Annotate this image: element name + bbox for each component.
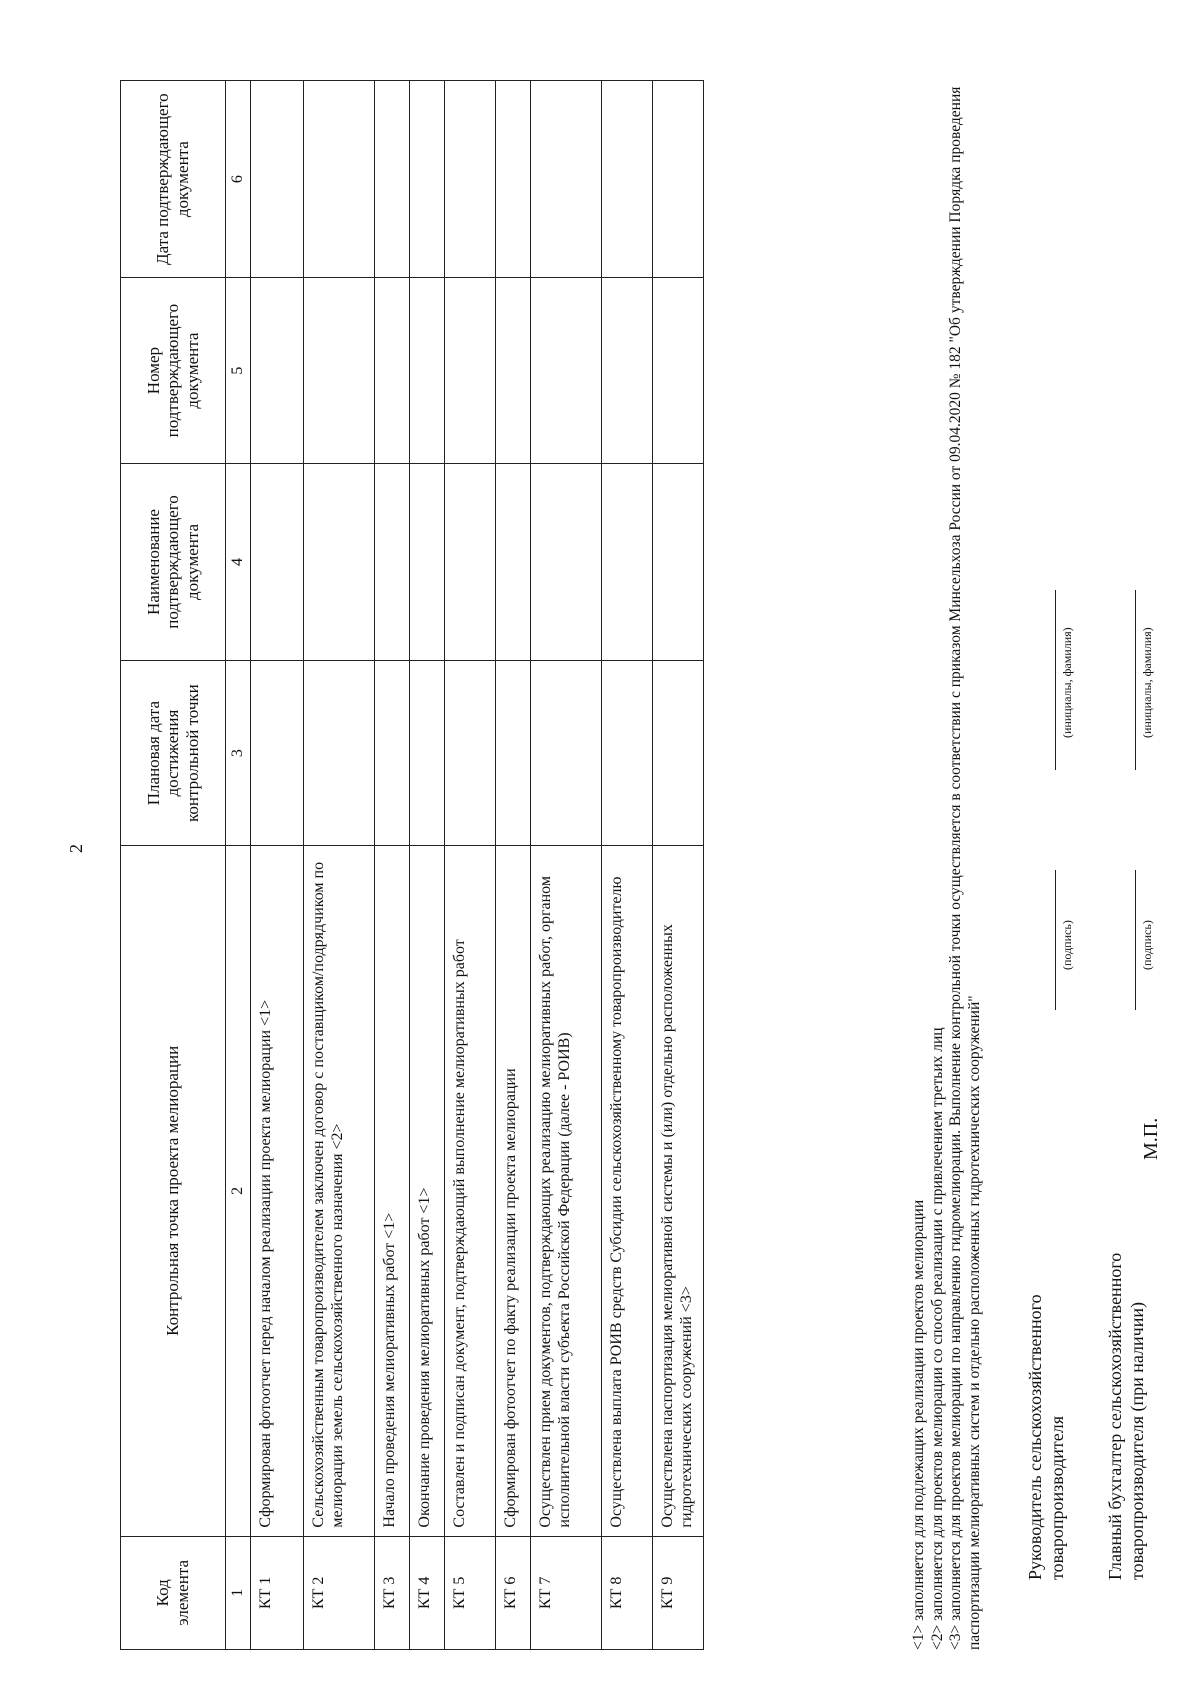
table-row <box>445 81 496 1650</box>
row-control-point: Сформирован фотоотчет перед началом реализации проекта мелиорации <1> <box>251 846 304 1536</box>
header-doc-date: Дата подтверждающего документа <box>121 81 226 278</box>
column-number: 3 <box>226 661 251 846</box>
doc-date-cell[interactable] <box>496 81 531 278</box>
footnote: <2> заполняется для проектов мелиорации со способ реализации с привлечением третьих лиц <box>928 1027 946 1650</box>
row-control-point: Осуществлена паспортизация мелиоративной системы и (или) отдельно расположенных гидротехнических сооружений <3> <box>653 846 704 1536</box>
doc-date-cell[interactable] <box>251 81 304 278</box>
doc-number-cell[interactable] <box>251 278 304 464</box>
doc-number-cell[interactable] <box>375 278 410 464</box>
stamp-mark: М.П. <box>1140 1117 1162 1160</box>
accountant-signature-caption: (подпись) <box>1140 920 1154 970</box>
planned-date-cell[interactable] <box>445 661 496 846</box>
head-signature-caption: (подпись) <box>1060 920 1074 970</box>
planned-date-cell[interactable] <box>375 661 410 846</box>
table-row <box>531 81 602 1650</box>
control-points-table <box>120 80 704 1650</box>
head-signature-line[interactable] <box>1055 870 1056 1010</box>
table-row <box>304 81 375 1650</box>
page-number: 2 <box>66 844 86 853</box>
doc-number-cell[interactable] <box>410 278 445 464</box>
header-doc-name: Наименование подтверждающего документа <box>121 463 226 660</box>
doc-name-cell[interactable] <box>251 463 304 660</box>
row-code: КТ 1 <box>251 1536 304 1649</box>
doc-name-cell[interactable] <box>410 463 445 660</box>
table-row <box>410 81 445 1650</box>
row-control-point: Окончание проведения мелиоративных работ <1> <box>410 846 445 1536</box>
column-numbers-row <box>226 81 251 1650</box>
table-row <box>375 81 410 1650</box>
doc-date-cell[interactable] <box>602 81 653 278</box>
row-control-point: Осуществлена выплата РОИВ средств Субсидии сельскохозяйственному товаропроизводителю <box>602 846 653 1536</box>
head-name-caption: (инициалы, фамилия) <box>1060 627 1074 738</box>
doc-date-cell[interactable] <box>531 81 602 278</box>
table-row <box>653 81 704 1650</box>
footnotes <box>910 80 984 1650</box>
table-row <box>602 81 653 1650</box>
table-header-row <box>121 81 226 1650</box>
header-planned-date: Плановая дата достижения контрольной точки <box>121 661 226 846</box>
doc-name-cell[interactable] <box>445 463 496 660</box>
header-doc-number: Номер подтверждающего документа <box>121 278 226 464</box>
doc-number-cell[interactable] <box>531 278 602 464</box>
row-code: КТ 4 <box>410 1536 445 1649</box>
row-code: КТ 5 <box>445 1536 496 1649</box>
accountant-name-caption: (инициалы, фамилия) <box>1140 627 1154 738</box>
doc-name-cell[interactable] <box>531 463 602 660</box>
row-control-point: Составлен и подписан документ, подтверждающий выполнение мелиоративных работ <box>445 846 496 1536</box>
column-number: 5 <box>226 278 251 464</box>
row-code: КТ 3 <box>375 1536 410 1649</box>
doc-date-cell[interactable] <box>410 81 445 278</box>
footnote: <3> заполняется для проектов мелиорации по направлению гидромелиорации. Выполнение контрольной точки осуществляется в соответствии с приказом Минсельхоза России от 09.04.2020 № 182 "Об утверждении Порядка проведения паспортизации мелиоративных систем и отдельно расположенных гидротехнических сооружений" <box>947 86 983 1650</box>
table-row <box>496 81 531 1650</box>
doc-date-cell[interactable] <box>304 81 375 278</box>
row-code: КТ 7 <box>531 1536 602 1649</box>
doc-name-cell[interactable] <box>496 463 531 660</box>
doc-number-cell[interactable] <box>602 278 653 464</box>
row-control-point: Начало проведения мелиоративных работ <1> <box>375 846 410 1536</box>
row-control-point: Осуществлен прием документов, подтверждающих реализацию мелиоративных работ, органом исполнительной власти субъекта Российской Федерации (далее - РОИВ) <box>531 846 602 1536</box>
doc-number-cell[interactable] <box>653 278 704 464</box>
planned-date-cell[interactable] <box>602 661 653 846</box>
header-code: Код элемента <box>121 1536 226 1649</box>
row-control-point: Сформирован фотоотчет по факту реализации проекта мелиорации <box>496 846 531 1536</box>
row-control-point: Сельскохозяйственным товаропроизводителем заключен договор с поставщиком/подрядчиком по мелиорации земель сельскохозяйственного назначения <2> <box>304 846 375 1536</box>
doc-number-cell[interactable] <box>304 278 375 464</box>
header-control-point: Контрольная точка проекта мелиорации <box>121 846 226 1536</box>
doc-date-cell[interactable] <box>445 81 496 278</box>
doc-name-cell[interactable] <box>602 463 653 660</box>
column-number: 4 <box>226 463 251 660</box>
row-code: КТ 8 <box>602 1536 653 1649</box>
planned-date-cell[interactable] <box>251 661 304 846</box>
column-number: 1 <box>226 1536 251 1649</box>
column-number: 6 <box>226 81 251 278</box>
head-signatory-label: Руководитель сельскохозяйственного товаропроизводителя <box>1025 1294 1067 1580</box>
footnote: <1> заполняется для подлежащих реализации проектов мелиорации <box>910 1199 927 1650</box>
doc-name-cell[interactable] <box>375 463 410 660</box>
doc-name-cell[interactable] <box>653 463 704 660</box>
doc-date-cell[interactable] <box>375 81 410 278</box>
doc-name-cell[interactable] <box>304 463 375 660</box>
planned-date-cell[interactable] <box>410 661 445 846</box>
planned-date-cell[interactable] <box>304 661 375 846</box>
head-name-line[interactable] <box>1055 590 1056 770</box>
doc-number-cell[interactable] <box>445 278 496 464</box>
row-code: КТ 2 <box>304 1536 375 1649</box>
table-row <box>251 81 304 1650</box>
rotated-sheet <box>120 80 1162 1650</box>
planned-date-cell[interactable] <box>496 661 531 846</box>
accountant-signatory-label: Главный бухгалтер сельскохозяйственного товаропроизводителя (при наличии) <box>1105 1252 1147 1580</box>
doc-number-cell[interactable] <box>496 278 531 464</box>
row-code: КТ 6 <box>496 1536 531 1649</box>
accountant-signature-line[interactable] <box>1135 870 1136 1010</box>
accountant-name-line[interactable] <box>1135 590 1136 770</box>
planned-date-cell[interactable] <box>531 661 602 846</box>
column-number: 2 <box>226 846 251 1536</box>
doc-date-cell[interactable] <box>653 81 704 278</box>
row-code: КТ 9 <box>653 1536 704 1649</box>
planned-date-cell[interactable] <box>653 661 704 846</box>
